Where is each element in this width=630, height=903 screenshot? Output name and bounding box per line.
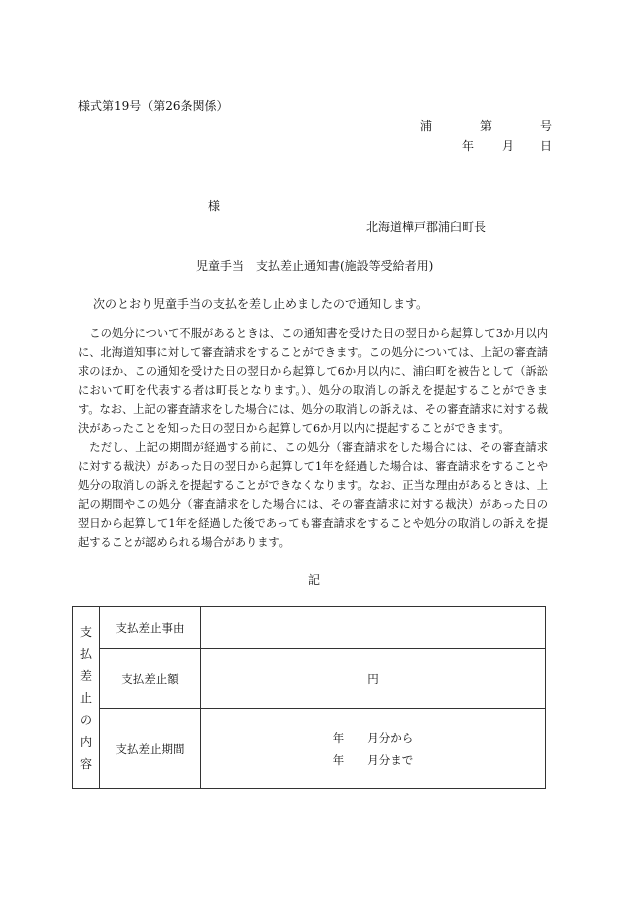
row-label-period: 支払差止期間 — [100, 709, 201, 789]
intro-text: 次のとおり児童手当の支払を差し止めましたので通知します。 — [93, 297, 429, 311]
reference-go: 号 — [540, 119, 553, 133]
notice-body — [78, 324, 548, 552]
form-number: 様式第19号（第26条関係） — [78, 99, 229, 113]
ki-heading: 記 — [308, 573, 321, 587]
side-label-char: 支 — [79, 624, 92, 639]
addressee-suffix: 様 — [208, 199, 221, 213]
amount-unit: 円 — [367, 671, 379, 686]
document-title: 児童手当 支払差止通知書(施設等受給者用) — [196, 259, 434, 273]
side-label-char: 払 — [79, 646, 92, 661]
side-label-char: の — [79, 712, 92, 727]
detail-table — [72, 606, 546, 789]
notice-paragraph-1: この処分について不服があるときは、この通知書を受けた日の翌日から起算して3か月以内に、北海道知事に対して審査請求をすることができます。この処分については、上記の審査請求のほか、この通知を受けた日の翌日から起算して6か月以内に、浦臼町を被告として（訴訟において町を代表する者は町長となります。）、処分の取消しの訴えを提起することができます。なお、上記の審査請求をした場合には、処分の取消しの訴えは、その審査請求に対する裁決があったことを知った日の翌日から起算して6か月以内に提起することができます。 — [78, 327, 548, 435]
reason-value — [201, 607, 546, 649]
side-label-char: 内 — [79, 734, 92, 749]
date-month: 月 — [502, 139, 515, 153]
table-row — [73, 607, 546, 649]
side-label-char: 容 — [79, 756, 92, 771]
row-label-reason: 支払差止事由 — [100, 607, 201, 649]
amount-value — [201, 649, 546, 709]
row-label-amount: 支払差止額 — [100, 649, 201, 709]
period-to: 年 月分まで — [332, 752, 414, 767]
table-row — [73, 709, 546, 789]
period-from: 年 月分から — [332, 730, 414, 745]
period-value — [201, 709, 546, 789]
side-label-char: 差 — [79, 668, 92, 683]
side-label-char: 止 — [79, 690, 92, 705]
date-day: 日 — [540, 139, 553, 153]
reference-dai: 第 — [480, 119, 493, 133]
issuer: 北海道樺戸郡浦臼町長 — [366, 220, 487, 234]
side-label — [73, 607, 100, 789]
reference-prefix: 浦 — [420, 119, 433, 133]
notice-paragraph-2: ただし、上記の期間が経過する前に、この処分（審査請求をした場合には、その審査請求に対する裁決）があった日の翌日から起算して1年を経過した場合は、審査請求をすることや処分の取消しの訴えを提起することができなくなります。なお、正当な理由があるときは、上記の期間やこの処分（審査請求をした場合には、その審査請求に対する裁決）があった日の翌日から起算して1年を経過した後であっても審査請求をすることや処分の取消しの訴えを提起することが認められる場合があります。 — [78, 441, 548, 549]
date-year: 年 — [462, 139, 475, 153]
table-row — [73, 649, 546, 709]
